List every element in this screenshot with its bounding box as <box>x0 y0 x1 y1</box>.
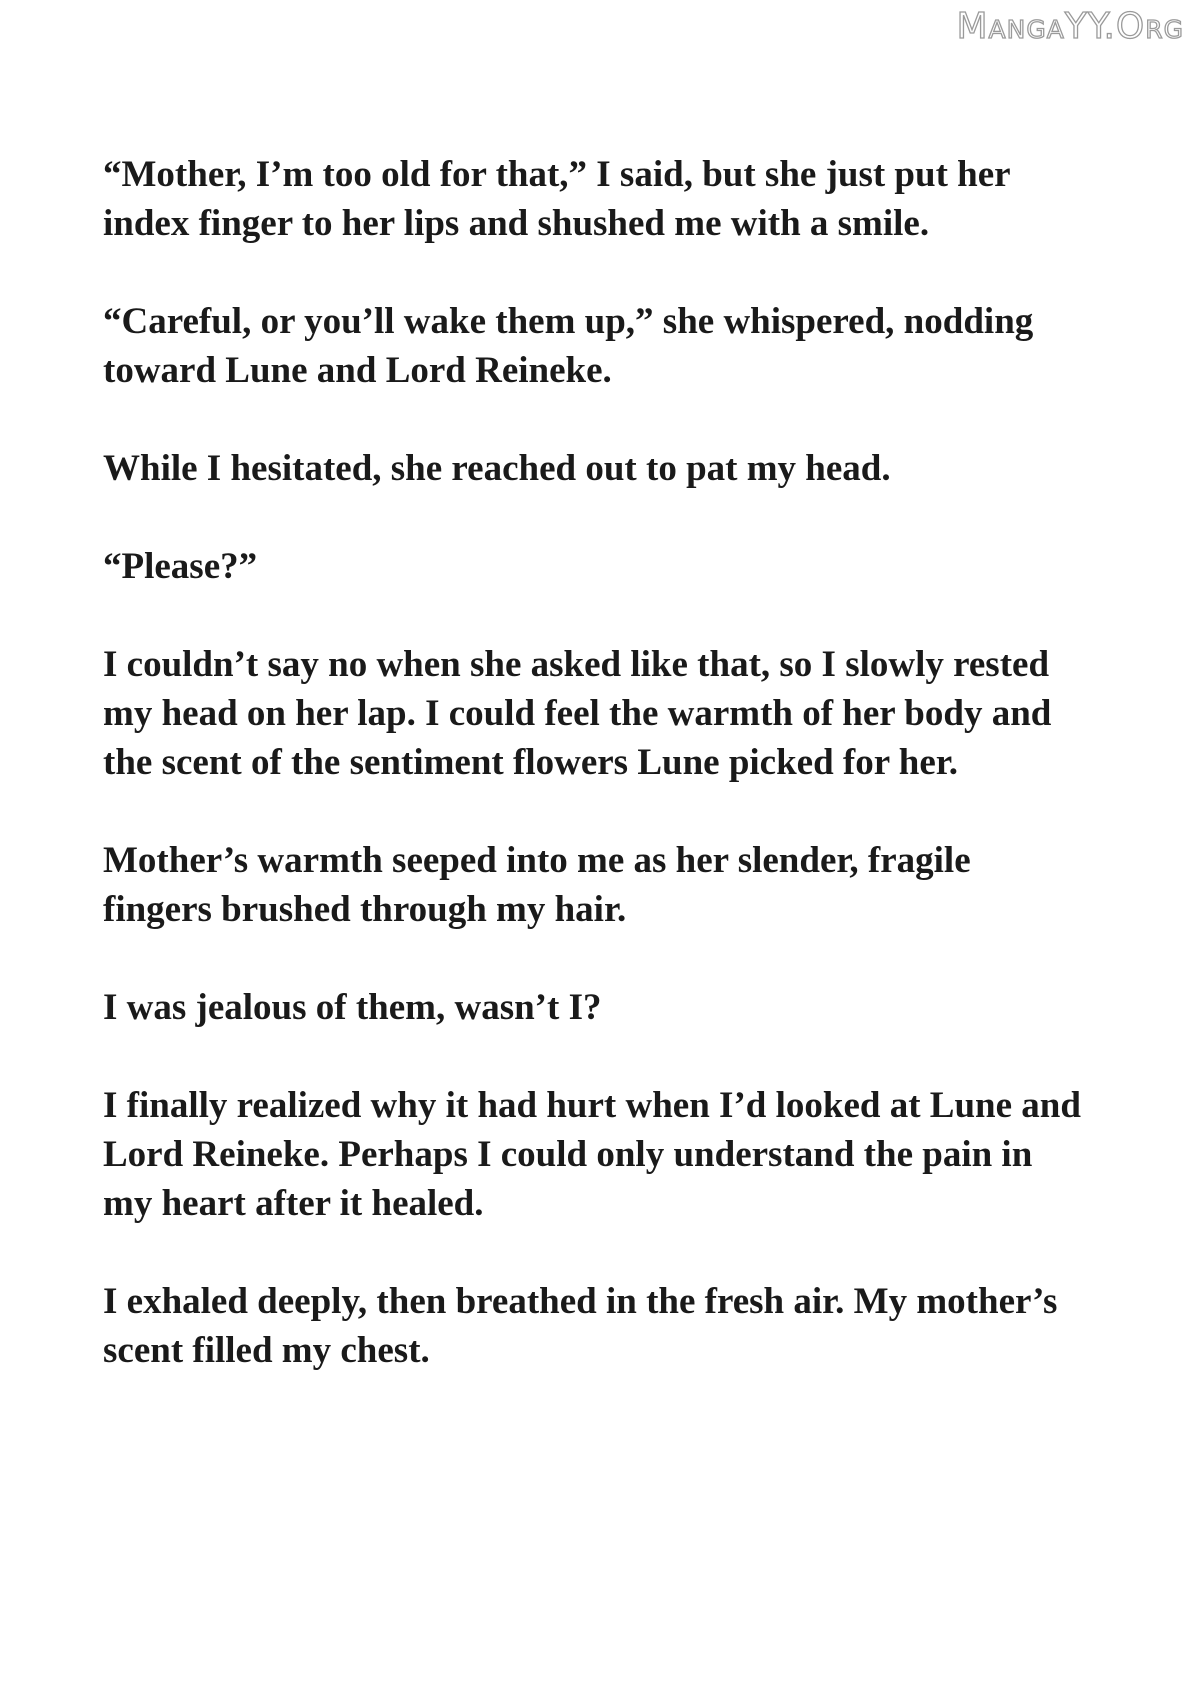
paragraph <box>103 444 1123 493</box>
paragraph <box>103 1277 1123 1375</box>
paragraph <box>103 1081 1123 1228</box>
text-line: my heart after it healed. <box>103 1183 484 1224</box>
text-line: “Careful, or you’ll wake them up,” she whispered, nodding <box>103 301 1034 342</box>
text-line: I was jealous of them, wasn’t I? <box>103 987 602 1028</box>
text-line: I couldn’t say no when she asked like that, so I slowly rested <box>103 644 1050 685</box>
text-line: I finally realized why it had hurt when I’d looked at Lune and <box>103 1085 1081 1126</box>
paragraph <box>103 297 1123 395</box>
text-line: While I hesitated, she reached out to pat my head. <box>103 448 891 489</box>
paragraph <box>103 640 1123 787</box>
text-line: I exhaled deeply, then breathed in the fresh air. My mother’s <box>103 1281 1058 1322</box>
text-line: fingers brushed through my hair. <box>103 889 627 930</box>
text-line: toward Lune and Lord Reineke. <box>103 350 612 391</box>
paragraph <box>103 836 1123 934</box>
text-line: index finger to her lips and shushed me with a smile. <box>103 203 930 244</box>
text-line: Mother’s warmth seeped into me as her slender, fragile <box>103 840 971 881</box>
text-line: “Please?” <box>103 546 258 587</box>
paragraph <box>103 150 1123 248</box>
text-line: Lord Reineke. Perhaps I could only understand the pain in <box>103 1134 1033 1175</box>
text-line: the scent of the sentiment flowers Lune picked for her. <box>103 742 959 783</box>
page-text <box>103 150 1123 1424</box>
paragraph <box>103 542 1123 591</box>
watermark-logo: MangaYY.Org <box>956 6 1184 47</box>
text-line: scent filled my chest. <box>103 1330 430 1371</box>
text-line: my head on her lap. I could feel the warmth of her body and <box>103 693 1052 734</box>
paragraph <box>103 983 1123 1032</box>
text-line: “Mother, I’m too old for that,” I said, but she just put her <box>103 154 1011 195</box>
